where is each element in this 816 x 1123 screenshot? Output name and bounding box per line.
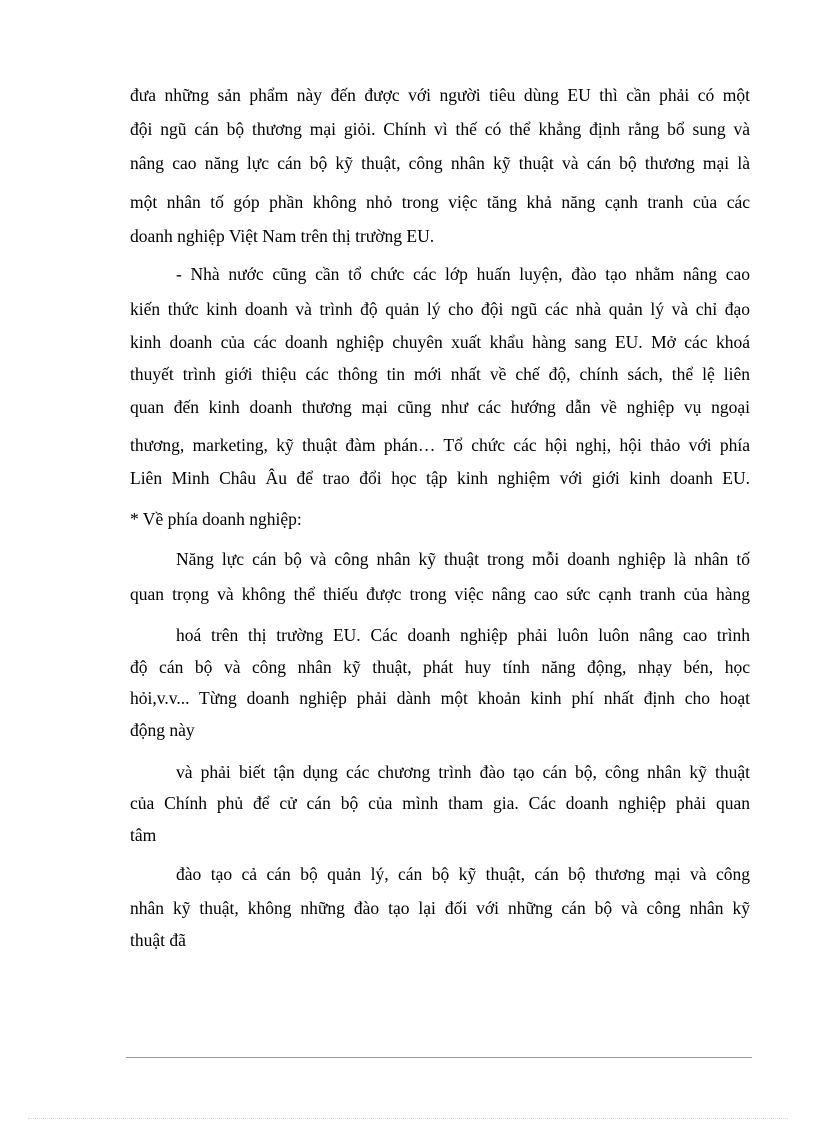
paragraph-2-line-5: quan đến kinh doanh thương mại cũng như các hướng dẫn về nghiệp vụ ngoại bbox=[130, 397, 750, 417]
footer-divider bbox=[126, 1057, 752, 1058]
paragraph-5-line-2: của Chính phủ để cử cán bộ của mình tham gia. Các doanh nghiệp phải quan bbox=[130, 793, 750, 813]
paragraph-5-line-3: tâm bbox=[130, 825, 157, 845]
paragraph-2-line-6: thương, marketing, kỹ thuật đàm phán… Tổ chức các hội nghị, hội thảo với phía bbox=[130, 435, 750, 455]
paragraph-3-line-1: Năng lực cán bộ và công nhân kỹ thuật trong mỗi doanh nghiệp là nhân tố bbox=[176, 549, 750, 569]
paragraph-4-line-1: hoá trên thị trường EU. Các doanh nghiệp phải luôn luôn nâng cao trình bbox=[176, 625, 750, 645]
paragraph-4-line-3: hỏi,v.v... Từng doanh nghiệp phải dành một khoản kinh phí nhất định cho hoạt bbox=[130, 688, 750, 708]
paragraph-1-line-5: doanh nghiệp Việt Nam trên thị trường EU. bbox=[130, 226, 435, 246]
paragraph-6-line-1: đào tạo cả cán bộ quản lý, cán bộ kỹ thuật, cán bộ thương mại và công bbox=[176, 864, 750, 884]
paragraph-5-line-1: và phải biết tận dụng các chương trình đào tạo cán bộ, công nhân kỹ thuật bbox=[176, 762, 750, 782]
paragraph-1-line-2: đội ngũ cán bộ thương mại giỏi. Chính vì thế có thể khẳng định rằng bổ sung và bbox=[130, 119, 750, 139]
paragraph-6-line-2: nhân kỹ thuật, không những đào tạo lại đối với những cán bộ và công nhân kỹ bbox=[130, 898, 750, 918]
paragraph-3-line-2: quan trọng và không thể thiếu được trong việc nâng cao sức cạnh tranh của hàng bbox=[130, 584, 750, 604]
paragraph-1-line-4: một nhân tố góp phần không nhỏ trong việc tăng khả năng cạnh tranh của các bbox=[130, 192, 750, 212]
business-side-heading: * Về phía doanh nghiệp: bbox=[130, 509, 302, 529]
paragraph-6-line-3: thuật đã bbox=[130, 930, 186, 950]
paragraph-2-line-2: kiến thức kinh doanh và trình độ quản lý cho đội ngũ các nhà quản lý và chỉ đạo bbox=[130, 299, 750, 319]
paragraph-2-line-1: - Nhà nước cũng cần tổ chức các lớp huấn luyện, đào tạo nhằm nâng cao bbox=[176, 264, 750, 284]
paragraph-2-line-4: thuyết trình giới thiệu các thông tin mới nhất về chế độ, chính sách, thể lệ liên bbox=[130, 364, 750, 384]
paragraph-1-line-3: nâng cao năng lực cán bộ kỹ thuật, công nhân kỹ thuật và cán bộ thương mại là bbox=[130, 153, 750, 173]
page-bottom-border bbox=[28, 1118, 788, 1119]
paragraph-4-line-2: độ cán bộ và công nhân kỹ thuật, phát huy tính năng động, nhạy bén, học bbox=[130, 657, 750, 677]
paragraph-2-line-7: Liên Minh Châu Âu để trao đổi học tập kinh nghiệm với giới kinh doanh EU. bbox=[130, 468, 750, 488]
paragraph-2-line-3: kinh doanh của các doanh nghiệp chuyên xuất khẩu hàng sang EU. Mở các khoá bbox=[130, 332, 750, 352]
paragraph-4-line-4: động này bbox=[130, 720, 195, 740]
paragraph-1-line-1: đưa những sản phẩm này đến được với người tiêu dùng EU thì cần phải có một bbox=[130, 85, 750, 105]
